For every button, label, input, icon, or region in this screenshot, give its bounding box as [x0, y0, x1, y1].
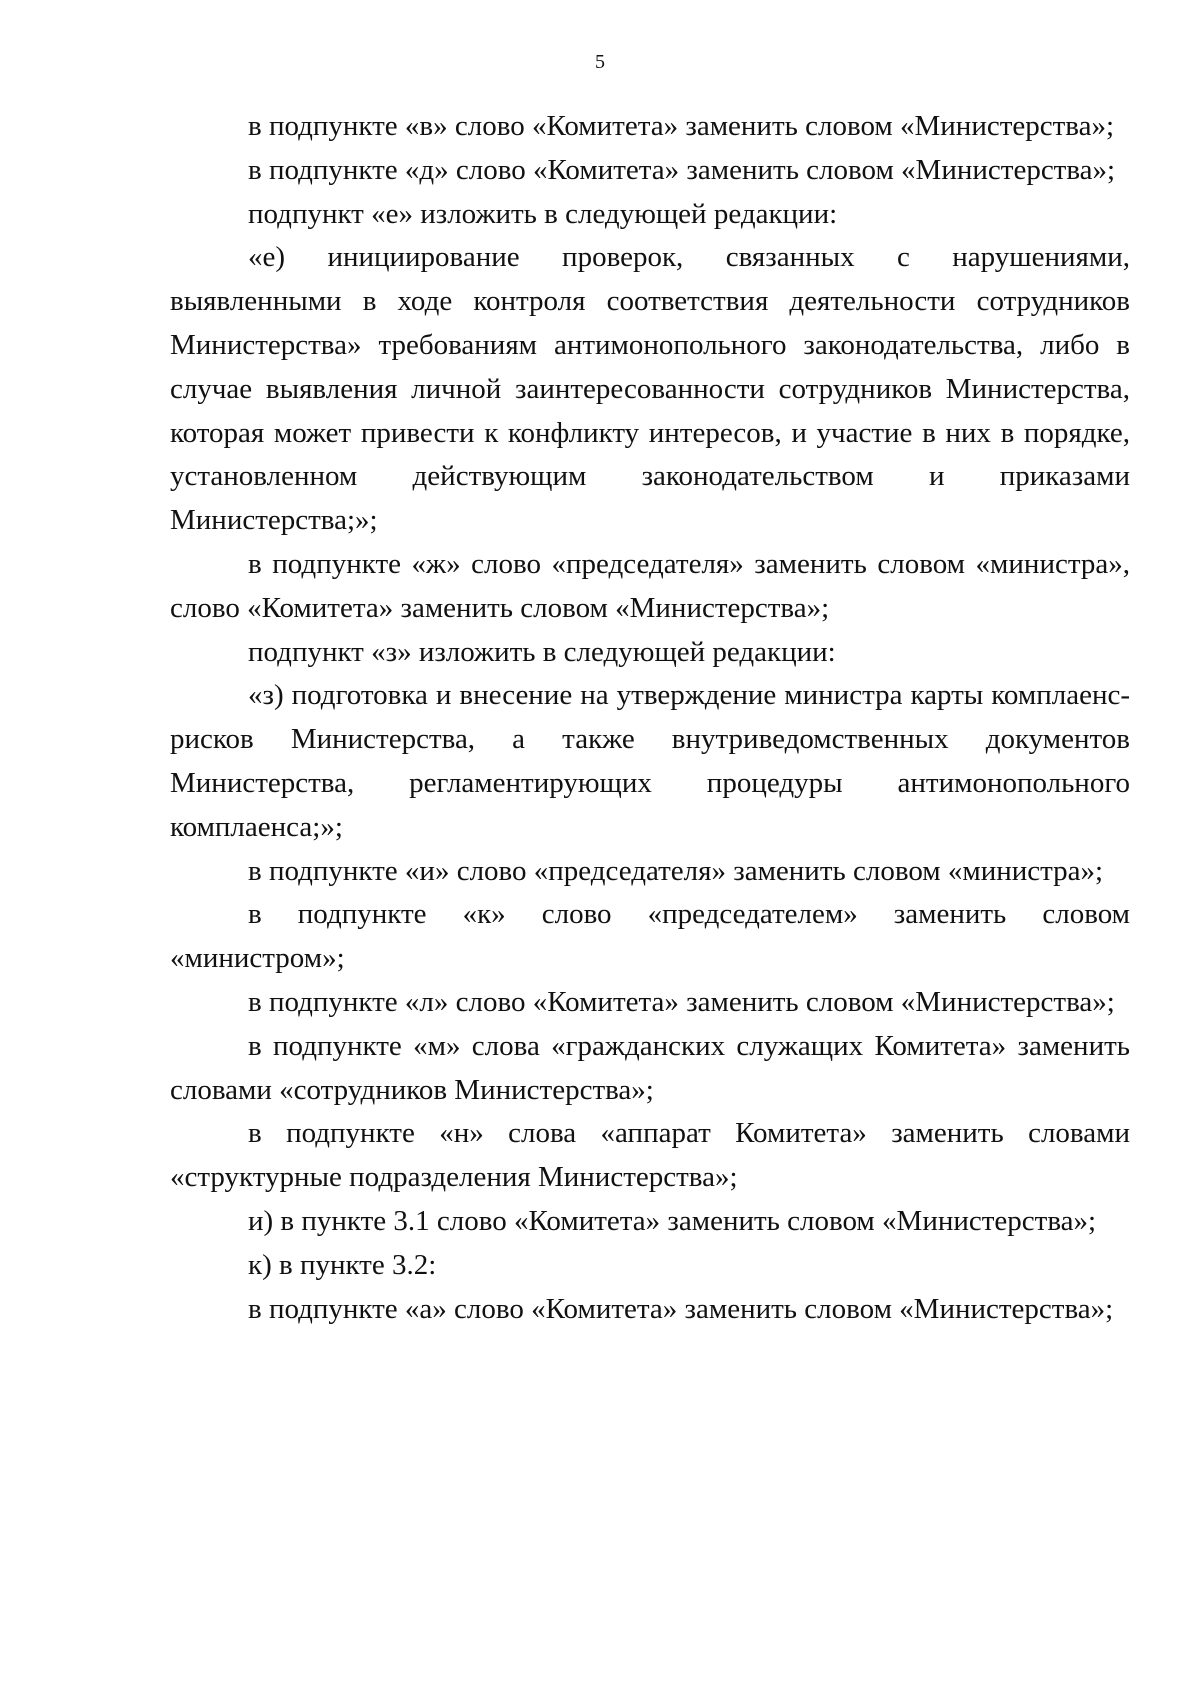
paragraph-12: в подпункте «н» слова «аппарат Комитета» заменить словами «структурные подразделения Министерства»; [170, 1117, 1130, 1194]
paragraph-11: в подпункте «м» слова «гражданских служащих Комитета» заменить словами «сотрудников Министерства»; [170, 1029, 1130, 1106]
page-number: 5 [595, 51, 605, 73]
paragraph-1: в подпункте «в» слово «Комитета» заменить словом «Министерства»; [248, 110, 1115, 142]
document-body [170, 105, 1130, 1331]
paragraph-15: в подпункте «а» слово «Комитета» заменить словом «Министерства»; [248, 1292, 1114, 1325]
paragraph-5: в подпункте «ж» слово «председателя» заменить словом «министра», слово «Комитета» заменить словом «Министерства»; [170, 547, 1130, 624]
paragraph-14: к) в пункте 3.2: [248, 1248, 437, 1281]
paragraph-4: «е) инициирование проверок, связанных с нарушениями, выявленными в ходе контроля соответствия деятельности сотрудников Министерства» требованиям антимонопольного законодательства, либо в случае выявления личной заинтересованности сотрудников Министерства, которая может привести к конфликту интересов, и участие в них в порядке, установленном действующим законодательством и приказами Министерства;»; [170, 241, 1130, 537]
paragraph-9: в подпункте «к» слово «председателем» заменить словом «министром»; [170, 898, 1130, 975]
paragraph-13: и) в пункте 3.1 слово «Комитета» заменить словом «Министерства»; [248, 1204, 1097, 1237]
paragraph-3: подпункт «е» изложить в следующей редакции: [248, 197, 838, 230]
paragraph-7: «з) подготовка и внесение на утверждение министра карты комплаенс-рисков Министерства, а также внутриведомственных документов Министерства, регламентирующих процедуры антимонопольного комплаенса;»; [170, 679, 1130, 843]
paragraph-10: в подпункте «л» слово «Комитета» заменить словом «Министерства»; [248, 985, 1115, 1018]
paragraph-2: в подпункте «д» слово «Комитета» заменить словом «Министерства»; [248, 153, 1116, 186]
paragraph-6: подпункт «з» изложить в следующей редакции: [248, 635, 836, 668]
paragraph-8: в подпункте «и» слово «председателя» заменить словом «министра»; [248, 854, 1104, 887]
